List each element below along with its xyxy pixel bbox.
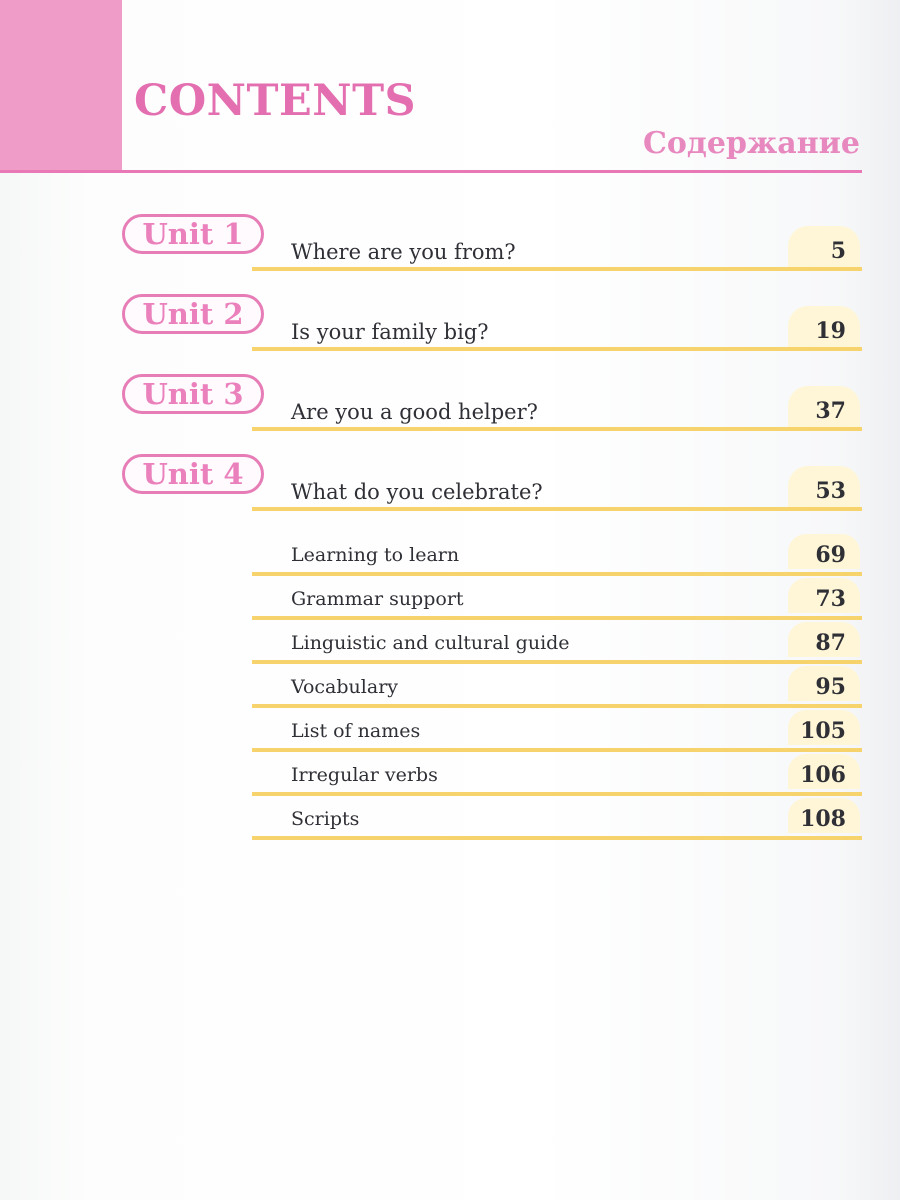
page-number: 108 — [800, 806, 846, 832]
entry-divider — [252, 572, 862, 576]
unit-title: Where are you from? — [291, 240, 516, 264]
entry-divider — [252, 748, 862, 752]
entry-divider — [252, 792, 862, 796]
entry-divider — [252, 616, 862, 620]
page-number: 95 — [815, 674, 846, 700]
entry-divider — [252, 836, 862, 840]
reference-row-learning-to-learn[interactable] — [0, 534, 900, 578]
page-number: 19 — [815, 318, 846, 344]
page-number: 106 — [800, 762, 846, 788]
entry-divider — [252, 660, 862, 664]
unit-badge: Unit 4 — [122, 454, 264, 494]
unit-badge: Unit 3 — [122, 374, 264, 414]
reference-title: Linguistic and cultural guide — [291, 632, 570, 654]
reference-row-linguistic-guide[interactable] — [0, 622, 900, 666]
unit-badge: Unit 2 — [122, 294, 264, 334]
reference-title: Vocabulary — [291, 676, 399, 698]
page-number: 5 — [830, 238, 846, 264]
unit-title: Are you a good helper? — [291, 400, 538, 424]
reference-row-grammar-support[interactable] — [0, 578, 900, 622]
reference-title: Grammar support — [291, 588, 464, 610]
unit-badge: Unit 1 — [122, 214, 264, 254]
page-number: 105 — [800, 718, 846, 744]
reference-title: Learning to learn — [291, 544, 460, 566]
reference-row-list-of-names[interactable] — [0, 710, 900, 754]
reference-row-irregular-verbs[interactable] — [0, 754, 900, 798]
reference-title: Irregular verbs — [291, 764, 438, 786]
page-number: 37 — [815, 398, 846, 424]
page-title: CONTENTS — [134, 76, 417, 126]
page-number: 53 — [815, 478, 846, 504]
page-number: 73 — [815, 586, 846, 612]
reference-row-vocabulary[interactable] — [0, 666, 900, 710]
reference-title: Scripts — [291, 808, 360, 830]
entry-divider — [252, 704, 862, 708]
reference-row-scripts[interactable] — [0, 798, 900, 842]
unit-title: What do you celebrate? — [291, 480, 543, 504]
unit-title: Is your family big? — [291, 320, 489, 344]
reference-title: List of names — [291, 720, 421, 742]
page-number: 69 — [815, 542, 846, 568]
page-number: 87 — [815, 630, 846, 656]
page-subtitle: Содержание — [643, 126, 860, 161]
